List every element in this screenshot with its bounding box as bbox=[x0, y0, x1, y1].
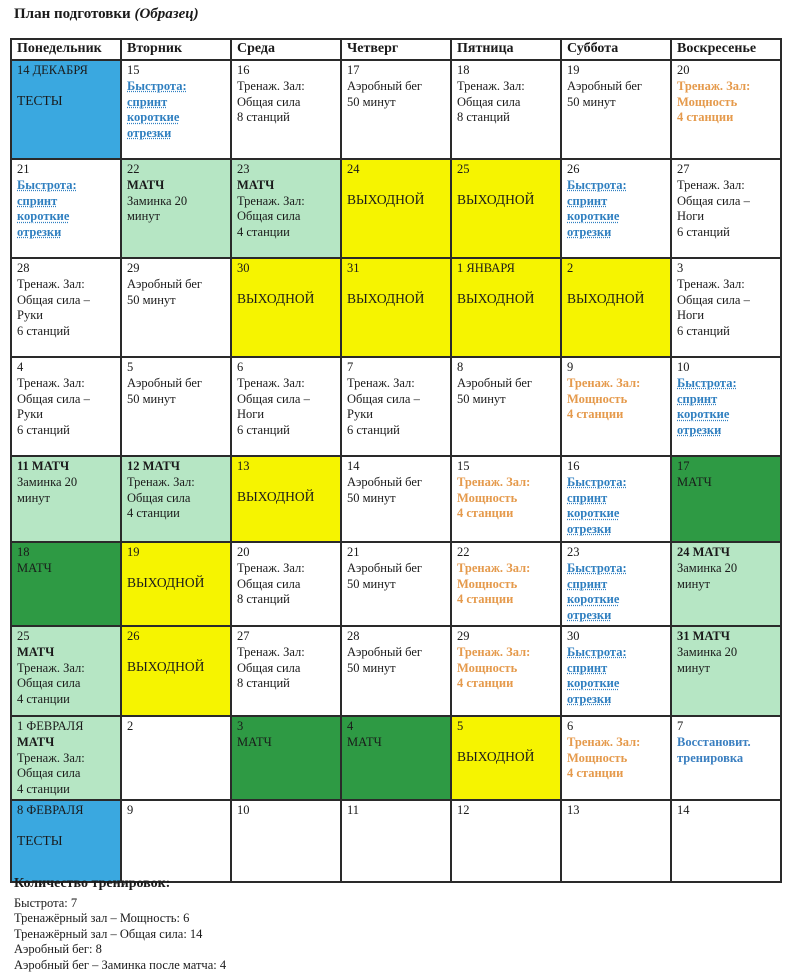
summary-row: Аэробный бег: 8 bbox=[14, 942, 102, 957]
activity-line: короткие bbox=[567, 592, 620, 607]
day-number: 9 bbox=[567, 360, 574, 374]
day-number: 31 bbox=[347, 261, 360, 275]
activity-line: Заминка 20 bbox=[677, 560, 738, 575]
activity-line: Общая сила – bbox=[237, 391, 310, 406]
activity-line: короткие bbox=[127, 110, 180, 125]
day-number: 30 bbox=[567, 629, 580, 643]
day-number: 14 bbox=[347, 459, 360, 473]
day-cell bbox=[671, 716, 781, 800]
activity-line: 50 минут bbox=[567, 94, 616, 109]
activity-line: Мощность bbox=[457, 660, 518, 675]
day-number: 2 bbox=[567, 261, 574, 275]
day-cell bbox=[561, 716, 671, 800]
activity-line: отрезки bbox=[567, 522, 612, 537]
day-number: 22 bbox=[457, 545, 470, 559]
day-number: 24 МАТЧ bbox=[677, 545, 730, 559]
activity-line: Общая сила bbox=[237, 660, 301, 675]
activity-line: Тренаж. Зал: bbox=[127, 474, 195, 489]
day-number: 7 bbox=[347, 360, 354, 374]
activity-line: 50 минут bbox=[347, 94, 396, 109]
day-cell bbox=[671, 159, 781, 258]
activity-line: минут bbox=[127, 209, 161, 224]
day-label: ВЫХОДНОЙ bbox=[457, 748, 535, 764]
activity-line: Аэробный бег bbox=[457, 375, 533, 390]
day-number: 15 bbox=[457, 459, 470, 473]
activity-line: короткие bbox=[17, 209, 70, 224]
day-number: 16 bbox=[567, 459, 580, 473]
day-cell bbox=[561, 159, 671, 258]
activity-line: Быстрота: bbox=[127, 78, 187, 93]
summary-row: Тренажёрный зал – Мощность: 6 bbox=[14, 911, 190, 926]
activity-line: Тренаж. Зал: bbox=[457, 560, 531, 575]
day-number: 23 bbox=[237, 162, 250, 176]
day-number: 23 bbox=[567, 545, 580, 559]
day-cell bbox=[341, 456, 451, 542]
day-number: 20 bbox=[237, 545, 250, 559]
activity-line: Заминка 20 bbox=[127, 193, 188, 208]
training-summary bbox=[14, 876, 226, 974]
activity-line: 50 минут bbox=[347, 660, 396, 675]
day-number: 21 bbox=[17, 162, 30, 176]
day-label: ВЫХОДНОЙ bbox=[457, 290, 535, 306]
day-cell bbox=[561, 60, 671, 159]
day-label: ВЫХОДНОЙ bbox=[457, 191, 535, 207]
day-number: 14 bbox=[677, 803, 690, 817]
activity-line: МАТЧ bbox=[237, 177, 275, 192]
activity-line: 4 станции bbox=[127, 506, 180, 521]
day-cell bbox=[11, 159, 121, 258]
day-cell bbox=[561, 800, 671, 882]
weekday-header: Суббота bbox=[561, 39, 671, 60]
activity-line: 4 станции bbox=[567, 766, 624, 781]
activity-line: Руки bbox=[347, 407, 373, 422]
weekday-header: Пятница bbox=[451, 39, 561, 60]
week-row bbox=[11, 542, 781, 626]
day-cell bbox=[121, 716, 231, 800]
activity-line: 50 минут bbox=[347, 576, 396, 591]
activity-line: Тренаж. Зал: bbox=[677, 177, 745, 192]
day-cell bbox=[671, 800, 781, 882]
day-number: 17 bbox=[347, 63, 360, 77]
day-number: 8 ФЕВРАЛЯ bbox=[17, 803, 84, 817]
activity-line: Тренаж. Зал: bbox=[457, 644, 531, 659]
day-number: 19 bbox=[127, 545, 140, 559]
activity-line: Общая сила – bbox=[347, 391, 420, 406]
activity-line: 8 станций bbox=[457, 110, 510, 125]
activity-line: МАТЧ bbox=[237, 734, 272, 749]
activity-line: Быстрота: bbox=[567, 177, 627, 192]
day-number: 26 bbox=[127, 629, 140, 643]
day-number: 4 bbox=[17, 360, 24, 374]
activity-line: Ноги bbox=[677, 209, 705, 224]
activity-line: Мощность bbox=[457, 490, 518, 505]
day-cell bbox=[451, 258, 561, 357]
activity-line: Мощность bbox=[567, 750, 628, 765]
activity-line: отрезки bbox=[567, 225, 612, 240]
day-cell bbox=[341, 800, 451, 882]
weekday-header: Среда bbox=[231, 39, 341, 60]
day-number: 14 ДЕКАБРЯ bbox=[17, 63, 88, 77]
day-cell bbox=[11, 60, 121, 159]
activity-line: Аэробный бег bbox=[347, 644, 423, 659]
activity-line: МАТЧ bbox=[677, 474, 712, 489]
activity-line: спринт bbox=[677, 391, 718, 406]
activity-line: Аэробный бег bbox=[127, 375, 203, 390]
activity-line: тренировка bbox=[677, 750, 744, 765]
day-number: 19 bbox=[567, 63, 580, 77]
week-row bbox=[11, 258, 781, 357]
activity-line: 50 минут bbox=[127, 292, 176, 307]
day-number: 29 bbox=[457, 629, 470, 643]
day-number: 4 bbox=[347, 719, 354, 733]
day-number: 11 МАТЧ bbox=[17, 459, 70, 473]
day-number: 6 bbox=[237, 360, 244, 374]
day-label: ВЫХОДНОЙ bbox=[347, 191, 425, 207]
activity-line: 4 станции bbox=[677, 110, 734, 125]
title-sample: (Образец) bbox=[134, 6, 199, 22]
activity-line: Тренаж. Зал: bbox=[347, 375, 415, 390]
title-text: План подготовки bbox=[14, 6, 135, 22]
activity-line: Тренаж. Зал: bbox=[567, 734, 641, 749]
day-cell bbox=[11, 542, 121, 626]
activity-line: Тренаж. Зал: bbox=[17, 750, 85, 765]
day-cell bbox=[11, 456, 121, 542]
activity-line: Мощность bbox=[457, 576, 518, 591]
day-cell bbox=[451, 716, 561, 800]
page-title bbox=[14, 6, 199, 23]
day-number: 13 bbox=[567, 803, 580, 817]
day-cell bbox=[561, 542, 671, 626]
day-cell bbox=[451, 357, 561, 456]
activity-line: 4 станции bbox=[17, 782, 70, 797]
day-cell bbox=[121, 800, 231, 882]
activity-line: 4 станции bbox=[457, 676, 514, 691]
day-number: 24 bbox=[347, 162, 360, 176]
day-number: 28 bbox=[17, 261, 30, 275]
day-number: 5 bbox=[457, 719, 464, 733]
day-number: 11 bbox=[347, 803, 360, 817]
day-number: 25 bbox=[17, 629, 30, 643]
day-cell bbox=[451, 159, 561, 258]
day-number: 27 bbox=[677, 162, 690, 176]
day-cell bbox=[231, 159, 341, 258]
day-cell bbox=[671, 357, 781, 456]
day-cell bbox=[231, 60, 341, 159]
activity-line: Тренаж. Зал: bbox=[457, 78, 525, 93]
day-cell bbox=[341, 60, 451, 159]
activity-line: Тренаж. Зал: bbox=[17, 375, 85, 390]
day-cell bbox=[561, 357, 671, 456]
week-row bbox=[11, 456, 781, 542]
day-number: 3 bbox=[677, 261, 684, 275]
activity-line: МАТЧ bbox=[17, 560, 52, 575]
weekday-header: Четверг bbox=[341, 39, 451, 60]
day-number: 21 bbox=[347, 545, 360, 559]
activity-line: спринт bbox=[567, 660, 608, 675]
activity-line: Мощность bbox=[677, 94, 738, 109]
day-number: 20 bbox=[677, 63, 690, 77]
day-number: 1 ФЕВРАЛЯ bbox=[17, 719, 84, 733]
activity-line: спринт bbox=[567, 576, 608, 591]
day-cell bbox=[231, 456, 341, 542]
week-row bbox=[11, 626, 781, 716]
activity-line: МАТЧ bbox=[127, 177, 165, 192]
day-cell bbox=[231, 542, 341, 626]
day-number: 18 bbox=[17, 545, 30, 559]
week-row bbox=[11, 800, 781, 882]
day-cell bbox=[671, 60, 781, 159]
activity-line: 6 станций bbox=[17, 423, 70, 438]
day-number: 1 ЯНВАРЯ bbox=[457, 261, 515, 275]
day-cell bbox=[231, 716, 341, 800]
day-label: ВЫХОДНОЙ bbox=[237, 488, 315, 504]
activity-line: Тренаж. Зал: bbox=[677, 78, 751, 93]
week-row bbox=[11, 159, 781, 258]
activity-line: отрезки bbox=[17, 225, 62, 240]
activity-line: 8 станций bbox=[237, 110, 290, 125]
activity-line: Аэробный бег bbox=[347, 474, 423, 489]
activity-line: Общая сила – bbox=[677, 292, 750, 307]
day-cell bbox=[341, 357, 451, 456]
activity-line: Тренаж. Зал: bbox=[237, 78, 305, 93]
day-label: ВЫХОДНОЙ bbox=[567, 290, 645, 306]
day-number: 30 bbox=[237, 261, 250, 275]
day-cell bbox=[451, 456, 561, 542]
day-cell bbox=[121, 626, 231, 716]
activity-line: спринт bbox=[567, 490, 608, 505]
day-label: ВЫХОДНОЙ bbox=[127, 574, 205, 590]
activity-line: минут bbox=[17, 490, 51, 505]
day-number: 7 bbox=[677, 719, 684, 733]
activity-line: 4 станции bbox=[457, 592, 514, 607]
activity-line: 4 станции bbox=[567, 407, 624, 422]
activity-line: 6 станций bbox=[347, 423, 400, 438]
week-row bbox=[11, 60, 781, 159]
day-number: 5 bbox=[127, 360, 134, 374]
activity-line: Тренаж. Зал: bbox=[17, 276, 85, 291]
activity-line: Общая сила bbox=[17, 676, 81, 691]
day-label: ВЫХОДНОЙ bbox=[127, 658, 205, 674]
day-number: 3 bbox=[237, 719, 244, 733]
weekday-header: Вторник bbox=[121, 39, 231, 60]
activity-line: Общая сила bbox=[457, 94, 521, 109]
weekday-header: Воскресенье bbox=[671, 39, 781, 60]
summary-row: Аэробный бег – Заминка после матча: 4 bbox=[14, 957, 227, 972]
activity-line: МАТЧ bbox=[17, 734, 55, 749]
activity-line: Ноги bbox=[237, 407, 265, 422]
day-cell bbox=[121, 159, 231, 258]
activity-line: короткие bbox=[567, 676, 620, 691]
day-label: ТЕСТЫ bbox=[17, 832, 63, 848]
week-row bbox=[11, 357, 781, 456]
summary-heading: Количество тренировок: bbox=[14, 876, 171, 891]
activity-line: Руки bbox=[17, 308, 43, 323]
activity-line: 4 станции bbox=[17, 692, 70, 707]
summary-row: Быстрота: 7 bbox=[14, 895, 78, 910]
day-cell bbox=[671, 542, 781, 626]
activity-line: Тренаж. Зал: bbox=[17, 660, 85, 675]
activity-line: Аэробный бег bbox=[127, 276, 203, 291]
activity-line: Общая сила bbox=[17, 766, 81, 781]
activity-line: 6 станций bbox=[17, 324, 70, 339]
activity-line: Быстрота: bbox=[677, 375, 737, 390]
activity-line: минут bbox=[677, 576, 711, 591]
day-label: ТЕСТЫ bbox=[17, 92, 63, 108]
weekday-header: Понедельник bbox=[11, 39, 121, 60]
training-calendar bbox=[10, 38, 782, 883]
activity-line: Тренаж. Зал: bbox=[677, 276, 745, 291]
day-cell bbox=[11, 258, 121, 357]
day-label: ВЫХОДНОЙ bbox=[237, 290, 315, 306]
day-cell bbox=[341, 258, 451, 357]
day-cell bbox=[451, 800, 561, 882]
day-number: 10 bbox=[677, 360, 690, 374]
activity-line: 8 станций bbox=[237, 592, 290, 607]
activity-line: спринт bbox=[567, 193, 608, 208]
day-cell bbox=[11, 626, 121, 716]
activity-line: Тренаж. Зал: bbox=[237, 375, 305, 390]
day-number: 8 bbox=[457, 360, 464, 374]
day-number: 25 bbox=[457, 162, 470, 176]
activity-line: спринт bbox=[127, 94, 168, 109]
activity-line: отрезки bbox=[127, 126, 172, 141]
day-cell bbox=[451, 542, 561, 626]
day-number: 18 bbox=[457, 63, 470, 77]
activity-line: Восстановит. bbox=[677, 734, 751, 749]
activity-line: короткие bbox=[567, 506, 620, 521]
activity-line: Общая сила – bbox=[17, 391, 90, 406]
day-number: 10 bbox=[237, 803, 250, 817]
day-number: 27 bbox=[237, 629, 250, 643]
activity-line: Общая сила bbox=[237, 94, 301, 109]
activity-line: Общая сила bbox=[127, 490, 191, 505]
activity-line: Тренаж. Зал: bbox=[457, 474, 531, 489]
day-number: 15 bbox=[127, 63, 140, 77]
day-number: 16 bbox=[237, 63, 250, 77]
day-number: 29 bbox=[127, 261, 140, 275]
day-cell bbox=[11, 800, 121, 882]
day-number: 31 МАТЧ bbox=[677, 629, 730, 643]
activity-line: 4 станции bbox=[457, 506, 514, 521]
activity-line: Заминка 20 bbox=[677, 644, 738, 659]
day-number: 28 bbox=[347, 629, 360, 643]
activity-line: Быстрота: bbox=[17, 177, 77, 192]
activity-line: Общая сила bbox=[237, 576, 301, 591]
day-cell bbox=[341, 626, 451, 716]
activity-line: минут bbox=[677, 660, 711, 675]
day-number: 13 bbox=[237, 459, 250, 473]
day-cell bbox=[341, 159, 451, 258]
activity-line: 8 станций bbox=[237, 676, 290, 691]
day-cell bbox=[671, 258, 781, 357]
activity-line: 50 минут bbox=[457, 391, 506, 406]
activity-line: отрезки bbox=[567, 608, 612, 623]
activity-line: спринт bbox=[17, 193, 58, 208]
day-cell bbox=[561, 626, 671, 716]
day-cell bbox=[561, 456, 671, 542]
activity-line: 6 станций bbox=[677, 225, 730, 240]
day-cell bbox=[451, 60, 561, 159]
summary-row: Тренажёрный зал – Общая сила: 14 bbox=[14, 926, 203, 941]
day-cell bbox=[121, 456, 231, 542]
activity-line: Тренаж. Зал: bbox=[567, 375, 641, 390]
week-row bbox=[11, 716, 781, 800]
day-cell bbox=[11, 716, 121, 800]
activity-line: 6 станций bbox=[237, 423, 290, 438]
activity-line: короткие bbox=[677, 407, 730, 422]
day-cell bbox=[671, 626, 781, 716]
activity-line: отрезки bbox=[677, 423, 722, 438]
day-number: 9 bbox=[127, 803, 134, 817]
activity-line: отрезки bbox=[567, 692, 612, 707]
activity-line: Тренаж. Зал: bbox=[237, 193, 305, 208]
activity-line: Аэробный бег bbox=[347, 78, 423, 93]
activity-line: Быстрота: bbox=[567, 644, 627, 659]
activity-line: Общая сила bbox=[237, 209, 301, 224]
day-cell bbox=[451, 626, 561, 716]
activity-line: 50 минут bbox=[127, 391, 176, 406]
activity-line: Общая сила – bbox=[677, 193, 750, 208]
activity-line: Аэробный бег bbox=[347, 560, 423, 575]
activity-line: Общая сила – bbox=[17, 292, 90, 307]
day-number: 12 bbox=[457, 803, 470, 817]
activity-line: Руки bbox=[17, 407, 43, 422]
activity-line: Ноги bbox=[677, 308, 705, 323]
day-number: 12 МАТЧ bbox=[127, 459, 180, 473]
day-cell bbox=[231, 258, 341, 357]
day-cell bbox=[671, 456, 781, 542]
activity-line: МАТЧ bbox=[17, 644, 55, 659]
day-cell bbox=[121, 60, 231, 159]
activity-line: Мощность bbox=[567, 391, 628, 406]
day-cell bbox=[231, 800, 341, 882]
activity-line: МАТЧ bbox=[347, 734, 382, 749]
day-cell bbox=[341, 542, 451, 626]
day-number: 22 bbox=[127, 162, 140, 176]
day-cell bbox=[121, 258, 231, 357]
day-number: 6 bbox=[567, 719, 574, 733]
day-cell bbox=[341, 716, 451, 800]
day-label: ВЫХОДНОЙ bbox=[347, 290, 425, 306]
day-number: 17 bbox=[677, 459, 690, 473]
day-number: 26 bbox=[567, 162, 580, 176]
activity-line: 6 станций bbox=[677, 324, 730, 339]
activity-line: Тренаж. Зал: bbox=[237, 644, 305, 659]
activity-line: Быстрота: bbox=[567, 560, 627, 575]
activity-line: Аэробный бег bbox=[567, 78, 643, 93]
activity-line: Быстрота: bbox=[567, 474, 627, 489]
day-cell bbox=[11, 357, 121, 456]
activity-line: 50 минут bbox=[347, 490, 396, 505]
day-cell bbox=[231, 626, 341, 716]
activity-line: короткие bbox=[567, 209, 620, 224]
day-cell bbox=[561, 258, 671, 357]
day-cell bbox=[121, 357, 231, 456]
activity-line: Тренаж. Зал: bbox=[237, 560, 305, 575]
weekday-header-row bbox=[11, 39, 781, 60]
activity-line: 4 станции bbox=[237, 225, 290, 240]
day-cell bbox=[121, 542, 231, 626]
day-number: 2 bbox=[127, 719, 134, 733]
day-cell bbox=[231, 357, 341, 456]
activity-line: Заминка 20 bbox=[17, 474, 78, 489]
